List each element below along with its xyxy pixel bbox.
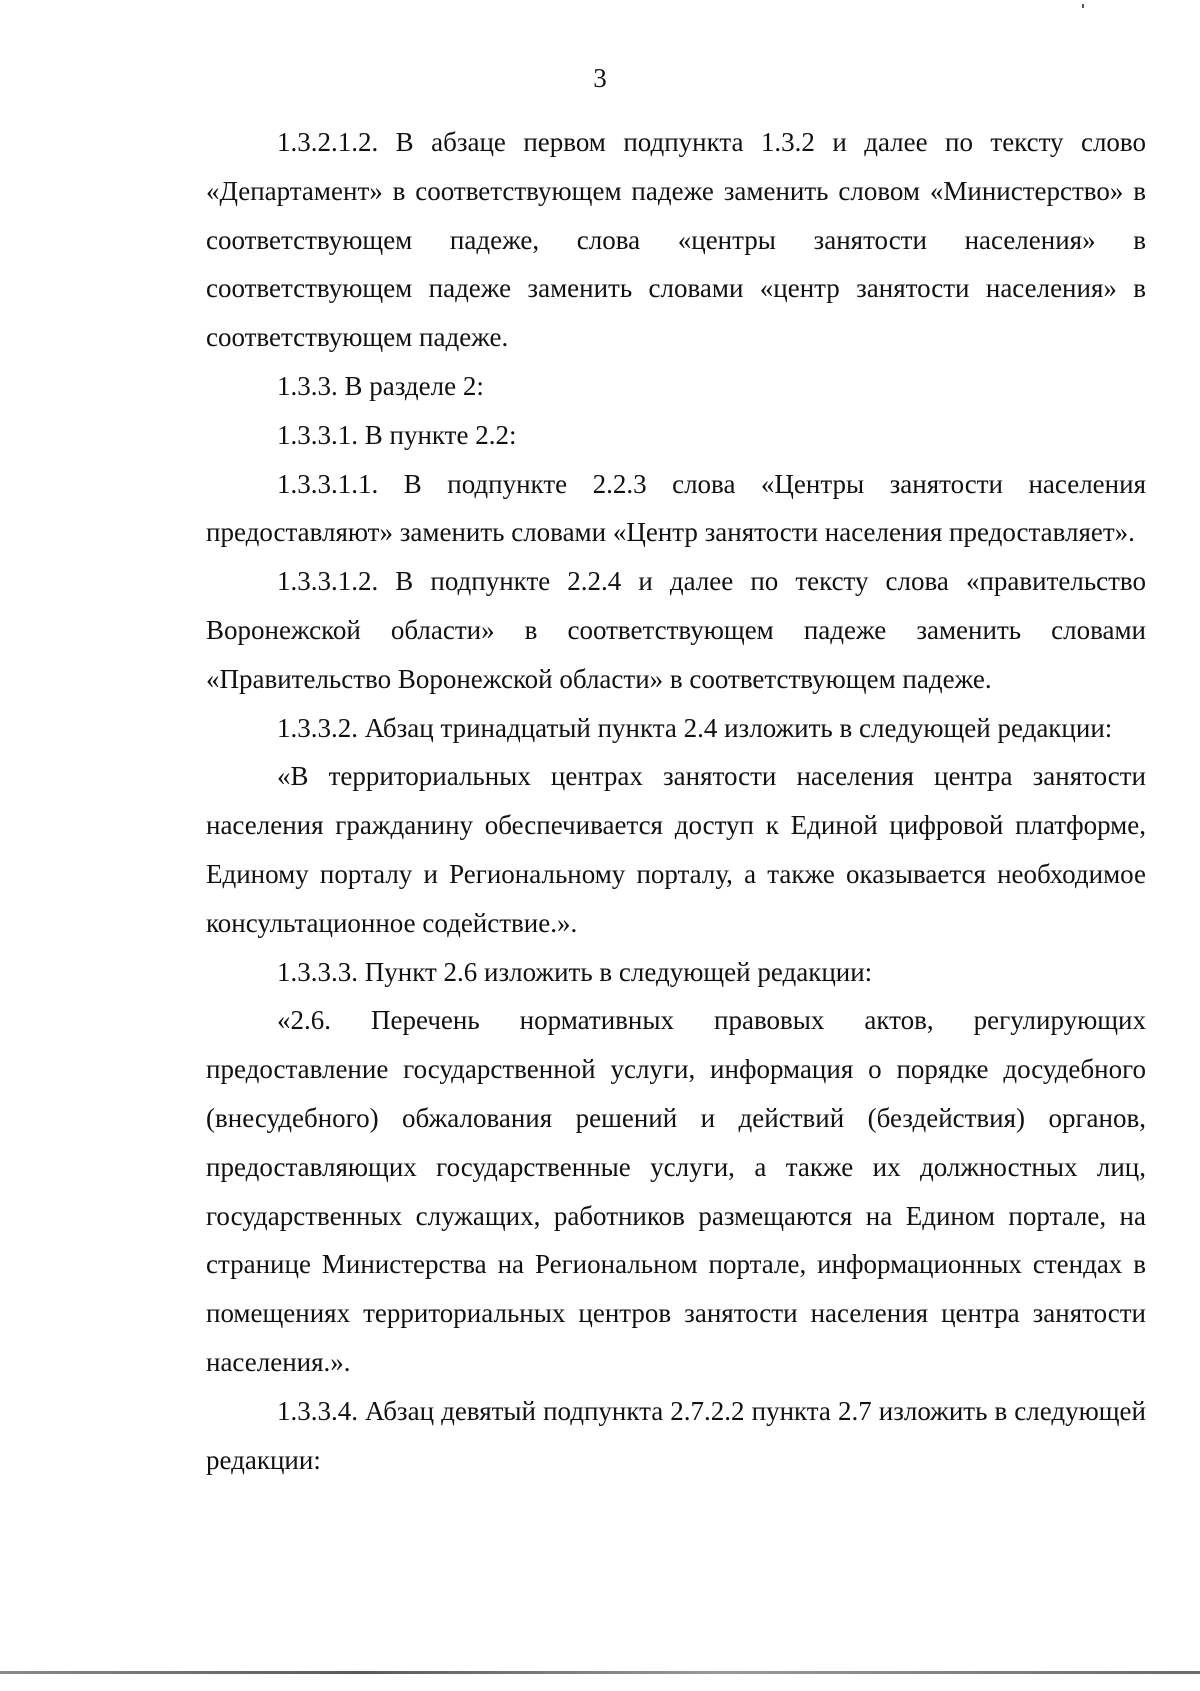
paragraph-1-3-3-2: 1.3.3.2. Абзац тринадцатый пункта 2.4 изложить в следующей редакции: bbox=[277, 712, 1113, 743]
paragraph-1-3-2-1-2: 1.3.2.1.2. В абзаце первом подпункта 1.3.2 и далее по тексту слово «Департамент» в соответствующем падеже заменить словом «Министерство» в соответствующем падеже, слова «центры занятости населения» в соответствующем падеже заменить словами «центр занятости населения» в соответствующем падеже. bbox=[206, 127, 1146, 353]
document-body bbox=[206, 118, 1146, 1484]
scan-artifact bbox=[1082, 4, 1084, 8]
quoted-paragraph-2-6: «2.6. Перечень нормативных правовых актов, регулирующих предоставление государственной услуги, информация о порядке досудебного (внесудебного) обжалования решений и действий (бездействия) органов, предоставляющих государственные услуги, а также их должностных лиц, государственных служащих, работников размещаются на Едином портале, на странице Министерства на Региональном портале, информационных стендах в помещениях территориальных центров занятости населения центра занятости населения.». bbox=[206, 1005, 1146, 1377]
paragraph-1-3-3: 1.3.3. В разделе 2: bbox=[277, 370, 484, 401]
paragraph-1-3-3-1-1: 1.3.3.1.1. В подпункте 2.2.3 слова «Центры занятости населения предоставляют» заменить словами «Центр занятости населения предоставляет». bbox=[206, 468, 1146, 548]
quoted-paragraph-2-4: «В территориальных центрах занятости населения центра занятости населения гражданину обеспечивается доступ к Единой цифровой платформе, Единому порталу и Региональному порталу, а также оказывается необходимое консультационное содействие.». bbox=[206, 761, 1146, 938]
page-number: 3 bbox=[593, 63, 607, 93]
paragraph-1-3-3-1-2: 1.3.3.1.2. В подпункте 2.2.4 и далее по тексту слова «правительство Воронежской области» в соответствующем падеже заменить словами «Правительство Воронежской области» в соответствующем падеже. bbox=[206, 566, 1146, 694]
page-bottom-edge bbox=[0, 1671, 1200, 1674]
paragraph-1-3-3-4: 1.3.3.4. Абзац девятый подпункта 2.7.2.2 пункта 2.7 изложить в следующей редакции: bbox=[206, 1395, 1146, 1475]
paragraph-1-3-3-3: 1.3.3.3. Пункт 2.6 изложить в следующей редакции: bbox=[277, 956, 873, 987]
paragraph-1-3-3-1: 1.3.3.1. В пункте 2.2: bbox=[277, 419, 517, 450]
